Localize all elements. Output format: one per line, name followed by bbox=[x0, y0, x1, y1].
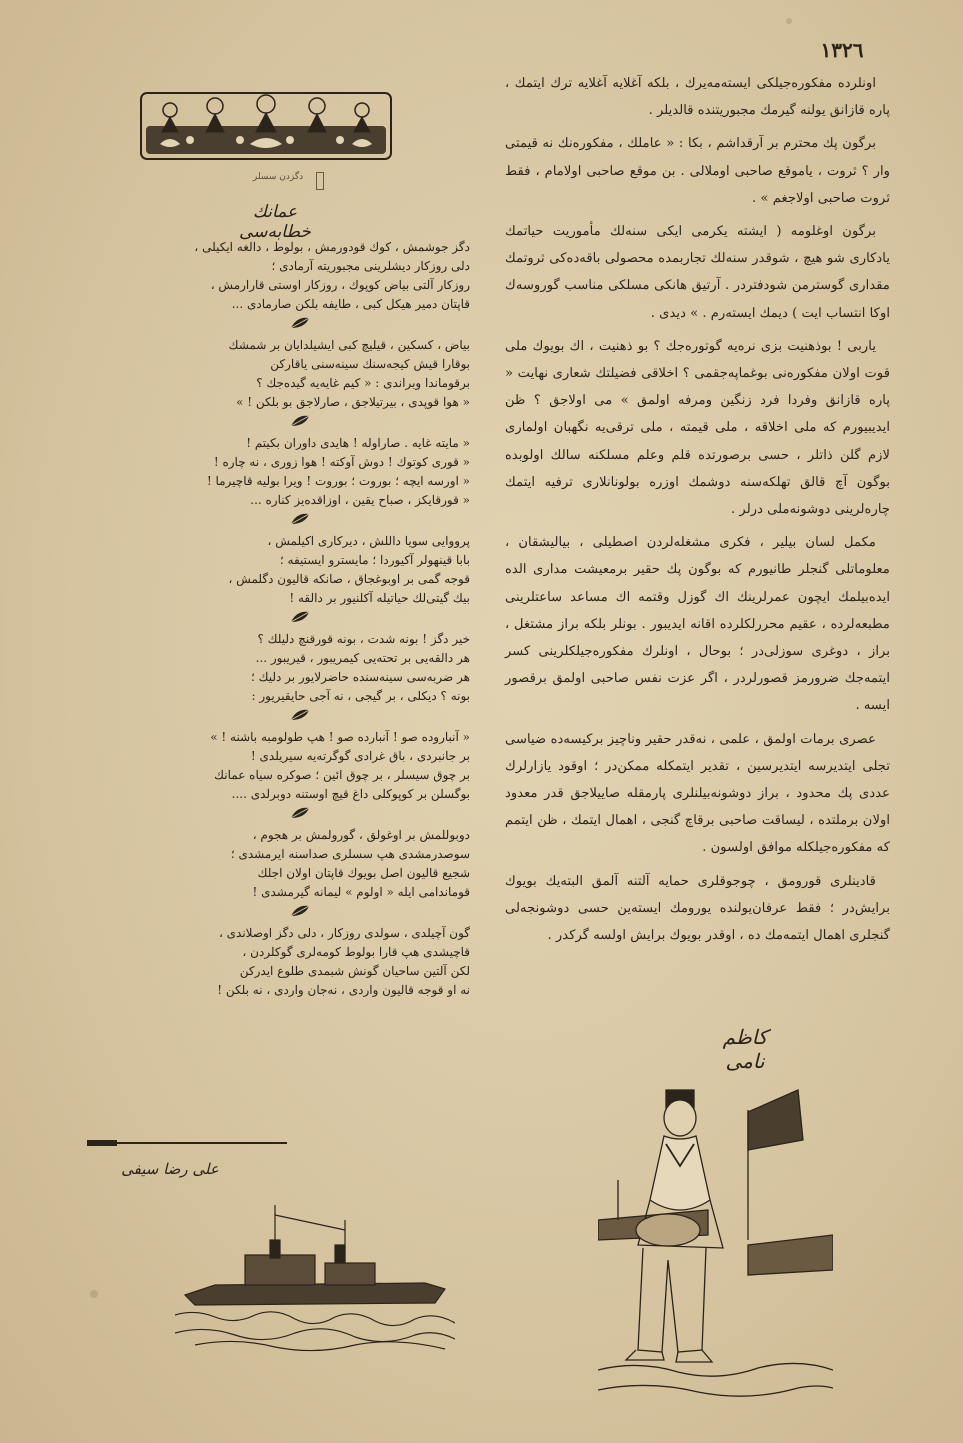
poem-body bbox=[130, 238, 470, 1000]
leaf-ornament-icon bbox=[130, 902, 470, 924]
poem-verse: بوقارا قیش کیجه‌سنك سینه‌سنی یاقارکن bbox=[270, 357, 470, 371]
poem-verse: « قوری کوتوك ! دوش آوکته ! هوا زوری ، نه چاره ! bbox=[213, 455, 470, 469]
poem-verse: « اورسه ایچه ؛ بوروت ؛ بوروت ! ویرا بولیه قاچیرما ! bbox=[206, 474, 470, 488]
paper-stain bbox=[90, 1290, 98, 1298]
poem-verse: قوجه گمی بر اوبوغجاق ، صانکه قالیون دگلمش ، bbox=[228, 572, 470, 586]
poem-series-label: دگزدن سسلر bbox=[252, 172, 304, 182]
paper-stain bbox=[786, 18, 792, 24]
poem-verse: دگز جوشمش ، کوك قودورمش ، بولوط ، دالغه ایکیلی ، bbox=[194, 240, 470, 254]
article-paragraph: یاربی ! بوذهنیت بزی نره‌یه گوتوره‌جك ؟ بو ذهنیت ، اك بویوك ملی قوت اولان مفکوره‌نی بوغماپه‌جقمی ؟ اخلاقی فضیلتك شعاری نهایت « پاره قازانق وفردا فرد زنگین ومرفه اولمق » می اولاجق ؟ ظن ایدیبیورم که ملی اخلاقه ، ملی قیمته ، ملی ترقی‌یه نگهبان اولماری لازم گلن ذاتلر ، حسی برصورتده قلم وعلم مسلکنه سالك اولوبده بوگون آچ قالق تهلکه‌سنه دوشمك اوزره بولونانلاری ترفیه ایتمك چاره‌لرینی دوشونه‌ملی درلر . bbox=[505, 338, 890, 518]
poem-verse: دوبوللمش بر اوغولق ، گورولمش بر هجوم ، bbox=[252, 828, 470, 842]
poem-verse: قاچیشدی هپ قارا بولوط کومه‌لری گوکلردن ، bbox=[242, 945, 470, 959]
poem-stanza bbox=[130, 532, 470, 608]
poem-stanza bbox=[130, 336, 470, 412]
article-paragraph: برگون اوغلومه ( ایشته یکرمی ایکی سنه‌لك مأموریت حیاتمك یادکاری شو هیچ ، شوقدر سنه‌لك تجاربمده محصولی باقه‌ده‌کی ثروتمك مقداری گوسترمن شودفتردر . آرتیق هانکی مسلکی مناسب گوروسه‌ك اوکا انتساب ایت ) دیمك ایسته‌رم . » دیدی . bbox=[505, 224, 890, 321]
poem-verse: نه او قوجه قالیون واردی ، نه‌جان واردی ، نه بلکن ! bbox=[217, 983, 470, 997]
article-paragraph: برگون پك محترم بر آرقداشم ، بكا : « عاملك ، مفکوره‌نك نه قیمتی وار ؟ ثروت ، یاموقع صاحبی اوملالی . بن موقع صاحبی اولامام ، فقط ثروت صاحبی اولاجغم » . bbox=[505, 136, 890, 206]
poem-verse: شجیع قالیون اصل بویوك قاپتان اولان اجلك bbox=[257, 866, 470, 880]
leaf-ornament-icon bbox=[130, 608, 470, 630]
divider-rule bbox=[87, 1140, 287, 1146]
poem-verse: « مایته غایه . صاراوله ! هایدی داوران بکیتم ! bbox=[246, 436, 470, 450]
warship-illustration bbox=[175, 1185, 455, 1355]
poem-verse: « آنباروده صو ! آنبارده صو ! هپ طولومبه باشنه ! » bbox=[210, 730, 470, 744]
poem-verse: هر ضربه‌سی سینه‌سنده حاضرلایور بر دلیك ؛ bbox=[250, 670, 470, 684]
poem-verse: « قورقایکز ، صباح یقین ، اوزاقده‌یز کناره ... bbox=[250, 493, 470, 507]
poem-verse: پرووایی سویا داللش ، دیرکاری اکیلمش ، bbox=[267, 534, 470, 548]
poem-verse: لکن آلتین ساحیان گونش شبمدی طلوع ایدرکن bbox=[239, 964, 470, 978]
poem-verse: قوماندامی ایله « اولوم » لیمانه گیرمشدی ! bbox=[252, 885, 470, 899]
sailor-illustration bbox=[598, 1070, 833, 1410]
poem-verse: بابا قینهولر آکیوردا ؛ مایسترو ایستیفه ؛ bbox=[279, 553, 470, 567]
poem-verse: هر دالقه‌یی بر تحته‌یی کیمریبور ، قیریبور ... bbox=[255, 651, 470, 665]
bracket-mark bbox=[316, 172, 324, 190]
article-paragraph: قادینلری قورومق ، چوجوقلری حمایه آلتنه آلمق البته‌یك بویوك برایش‌در ؛ فقط عرفان‌یولنده یورومك ایسته‌ین حسی دوشونجه‌لی گنجلری اهمال ایتمه‌مك ده ، اوقدر بویوك برایش اولسه گرکدر . bbox=[505, 873, 890, 944]
poem-author: علی رضا سیفی bbox=[121, 1160, 219, 1178]
article-paragraph: مکمل لسان بیلیر ، فکری مشغله‌لردن اصطیلی ، بیالیشقان ، معلوماتلی گنجلر طانیورم که بوگون پك حقیر برمعیشت مداری الده ایده‌بیلمك ایچون عمرلرینك اك گوزل وقتمه اك مساعد ساعتلرینی مطبعه‌لرده ، عقیم محررلکلرده اقانه ایدیبور . بونلر بلکه براز مشتغل ، براز ، دوغری سوزلی‌در ؛ بوحال ، اونلرك مفکوره‌جیلکلرینی کسر ایتمه‌جك ضرورمز قصورلردر ، اگر عزت نفس صاحبی اولمق برقصور ایسه . bbox=[505, 535, 890, 714]
poem-stanza bbox=[130, 826, 470, 902]
poem-stanza bbox=[130, 924, 470, 1000]
poem-title: عمانك خطابه‌سی bbox=[239, 202, 311, 242]
poem-verse: برقوماندا وبراندی : « کیم غایه‌یه گیده‌جك ؟ bbox=[256, 376, 470, 390]
poem-stanza bbox=[130, 434, 470, 510]
poem-verse: دلی روزکار دیشلرینی مجبوریته آرمادی ؛ bbox=[271, 259, 470, 273]
poem-stanza bbox=[130, 728, 470, 804]
page-number: ۱۳۲٦ bbox=[820, 38, 864, 62]
poem-stanza bbox=[130, 630, 470, 706]
poem-verse: گون آچیلدی ، سولدی روزکار ، دلی دگز اوصلاندی ، bbox=[218, 926, 470, 940]
article-paragraph: عصری برمات اولمق ، علمی ، نه‌قدر حقیر وناچیز برکیسه‌ده ضیاسی تجلی ایتدیرسه ایتدیرسین ، تقدیر ایتمکله ممکن‌در ؛ اوقود یازارلرك عددی پك محدود ، براز دوشونه‌بیلنلری پارمقله صاییلاجق قدر معدود اولان برملتده ، لیساقت صاحبی برقاچ گنجی ، اهمال ایتمك ، ظن ایتمم که مفکوره‌جیلکله موافق اولسون . bbox=[505, 731, 890, 856]
poem-stanza bbox=[130, 238, 470, 314]
article-column bbox=[505, 70, 890, 990]
article-paragraph: اونلرده مفکوره‌جیلکی ایسته‌مه‌یرك ، بلکه آغلایه آغلایه ترك ایتمك ، پاره قازانق یولنه گیرمك مجبوریتنده قالدیلر . bbox=[505, 76, 890, 119]
leaf-ornament-icon bbox=[130, 804, 470, 826]
poem-verse: بونه ؟ دیکلی ، بر گیجی ، نه آجی حایقیریور : bbox=[251, 689, 470, 703]
poem-verse: بیك گیتی‌لك حیاتیله آکلنیور بر دالقه ! bbox=[289, 591, 470, 605]
leaf-ornament-icon bbox=[130, 314, 470, 336]
poem-verse: بر چوق سیسلر ، بر چوق ائین ؛ صوکره سیاه عمانك bbox=[214, 768, 470, 782]
leaf-ornament-icon bbox=[130, 510, 470, 532]
leaf-ornament-icon bbox=[130, 412, 470, 434]
poem-verse: بوگسلن بر کوپوکلی داغ قیچ اوستنه دوبرلدی .... bbox=[231, 787, 470, 801]
article-signature: کاظم نامی bbox=[722, 1025, 768, 1073]
leaf-ornament-icon bbox=[130, 706, 470, 728]
header-ornament bbox=[140, 92, 392, 160]
poem-verse: قاپتان دمیر هیکل کبی ، طایفه بلکن صارمادی ... bbox=[231, 297, 470, 311]
poem-verse: « هوا قوپدی ، بیرتیلاجق ، صارلاجق بو بلکن ! » bbox=[236, 395, 470, 409]
poem-verse: بر جانبردی ، باق غرادی گوگرته‌یه سیریلدی ! bbox=[250, 749, 470, 763]
poem-verse: سوصدرمشدی هپ سسلری صداسنه ایرمشدی ؛ bbox=[230, 847, 470, 861]
poem-verse: روزکار آلتی بیاض کوپوك ، روزکار اوستی قارارمش ، bbox=[210, 278, 470, 292]
poem-verse: بیاض ، کسکین ، قیلیچ کبی ایشیلدایان بر شمشك bbox=[228, 338, 470, 352]
poem-verse: خیر دگز ! بونه شدت ، بونه قورقنچ دلیلك ؟ bbox=[257, 632, 470, 646]
